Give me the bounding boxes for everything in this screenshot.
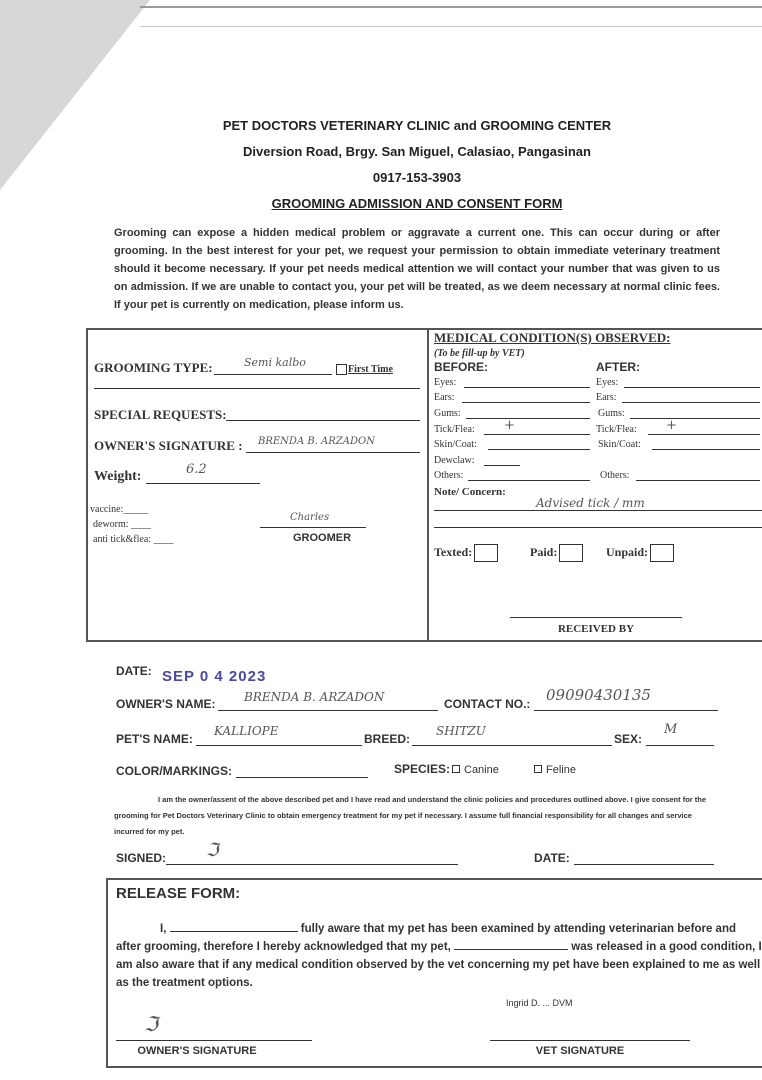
feline-checkbox[interactable] (534, 765, 542, 773)
folded-corner (0, 0, 150, 190)
breed-label: BREED: (364, 732, 411, 746)
after-row-others: Others: (600, 470, 762, 481)
consent-paragraph: I am the owner/assent of the above described pet and I have read and understand the clinic policies and procedures outlined above. I give consent for the grooming for Pet Doctors Veterinary Clinic to obtain emergency treatment for my pet if necessary. I assume full financial responsibility for all changes and service incurred for my pet. (114, 795, 707, 836)
received-by-line (510, 617, 682, 618)
after-row-eyes: Eyes: (596, 377, 762, 388)
date-stamp: SEP 0 4 2023 (162, 668, 267, 685)
pet-name-label: PET'S NAME: (116, 732, 193, 746)
first-time-label: First Time (348, 364, 393, 375)
vaccine-label: vaccine:_____ (90, 504, 149, 515)
contact-value[interactable]: 09090430135 (546, 686, 651, 704)
species-feline: Feline (534, 764, 576, 776)
paid-checkbox[interactable] (559, 544, 583, 562)
vet-name: Ingrid D. ... DVM (506, 998, 573, 1008)
sex-line (646, 745, 714, 746)
grooming-extra-line (94, 388, 420, 389)
groomer-line (260, 527, 366, 528)
after-row-skincoat: Skin/Coat: (598, 439, 762, 450)
clinic-phone: 0917-153-3903 (372, 170, 462, 185)
tick-before-mark: + (504, 418, 515, 433)
first-time-checkbox[interactable] (336, 364, 347, 375)
groomer-label: GROOMER (292, 532, 352, 544)
medical-subtitle: (To be fill-up by VET) (434, 348, 525, 359)
before-label: BEFORE: (434, 360, 488, 374)
owner-release-signature: ℑ (144, 1012, 158, 1036)
owner-sig-line (116, 1040, 312, 1041)
deworm-label: deworm: ____ (93, 519, 152, 530)
received-by-label: RECEIVED BY (557, 623, 635, 635)
tick-after-mark: + (666, 418, 677, 433)
unpaid-checkbox[interactable] (650, 544, 674, 562)
owner-name-label: OWNER'S NAME: (116, 697, 216, 711)
color-label: COLOR/MARKINGS: (116, 764, 232, 778)
owner-sig-label: OWNER'S SIGNATURE (137, 1045, 257, 1057)
species-label: SPECIES: (394, 762, 451, 776)
contact-line (534, 710, 718, 711)
before-row-ears: Ears: (434, 392, 594, 403)
form-title: GROOMING ADMISSION AND CONSENT FORM (271, 196, 563, 211)
note-value[interactable]: Advised tick / mm (536, 496, 645, 510)
vet-sig-line (490, 1040, 690, 1041)
clinic-name: PET DOCTORS VETERINARY CLINIC and GROOMING CENTER (222, 118, 612, 133)
vet-sig-label: VET SIGNATURE (535, 1045, 625, 1057)
signed-signature[interactable]: ℑ (206, 840, 219, 861)
canine-checkbox[interactable] (452, 765, 460, 773)
note-label: Note/ Concern: (434, 486, 506, 498)
before-row-skincoat: Skin/Coat: (434, 439, 594, 450)
paid-field: Paid: (530, 544, 583, 562)
after-row-ears: Ears: (596, 392, 762, 403)
sex-label: SEX: (614, 732, 643, 746)
after-label: AFTER: (596, 360, 640, 374)
before-row-eyes: Eyes: (434, 377, 594, 388)
groomer-value: Charles (290, 512, 330, 523)
note-line-2 (434, 527, 762, 528)
signed-date-label: DATE: (534, 851, 570, 865)
box-divider (427, 328, 429, 640)
before-row-tickflea: Tick/Flea: + (434, 424, 594, 435)
unpaid-field: Unpaid: (606, 544, 674, 562)
owner-signature-label: OWNER'S SIGNATURE : (94, 438, 243, 453)
after-row-gums: Gums: (598, 408, 762, 419)
medical-title: MEDICAL CONDITION(S) OBSERVED: (434, 330, 671, 345)
signed-date-line[interactable] (574, 864, 714, 865)
release-owner-line[interactable] (170, 931, 298, 932)
weight-label: Weight: (94, 469, 142, 484)
owner-signature-value[interactable]: BRENDA B. ARZADON (258, 436, 375, 447)
note-line-1 (434, 510, 762, 511)
release-body: I, fully aware that my pet has been examined by attending veterinarian before and after grooming, therefore I hereby acknowledged that my pet, was released in a good condition, I am also aware that if any medical condition observed by the vet concerning my pet have been explained to me as well as the treatment options. (116, 923, 762, 989)
breed-value[interactable]: SHITZU (436, 724, 486, 738)
signed-line (166, 864, 458, 865)
grooming-type-label: GROOMING TYPE: (94, 360, 213, 375)
contact-label: CONTACT NO.: (444, 697, 531, 711)
date-label: DATE: (116, 664, 152, 678)
before-row-gums: Gums: (434, 408, 594, 419)
sex-value[interactable]: M (664, 722, 678, 737)
owner-name-line (218, 710, 438, 711)
owner-name-value[interactable]: BRENDA B. ARZADON (244, 690, 385, 704)
breed-line (412, 745, 612, 746)
antitick-label: anti tick&flea: ____ (93, 534, 174, 545)
weight-line (146, 483, 260, 484)
species-canine: Canine (452, 764, 499, 776)
page-top-edge (140, 6, 762, 27)
before-row-others: Others: (434, 470, 594, 481)
grooming-type-value[interactable]: Semi kalbo (244, 356, 306, 369)
grooming-type-line (214, 374, 332, 375)
intro-paragraph: Grooming can expose a hidden medical problem or aggravate a current one. This can occur during or after grooming. In the best interest for your pet, we request your permission to obtain immediate veterinary treatment should it become necessary. If your pet needs medical attention we will contact your number that was given to us on admission. If we are unable to contact you, your pet will be treated, as we deem necessary at normal clinic fees. If your pet is currently on medication, please inform us. (114, 227, 720, 311)
texted-checkbox[interactable] (474, 544, 498, 562)
owner-signature-line (246, 452, 420, 453)
signed-label: SIGNED: (116, 851, 167, 865)
pet-name-line (196, 745, 362, 746)
before-row-dewclaw: Dewclaw: (434, 455, 594, 466)
color-line[interactable] (236, 777, 368, 778)
clinic-address: Diversion Road, Brgy. San Miguel, Calasiao, Pangasinan (243, 144, 591, 159)
weight-value[interactable]: 6.2 (186, 462, 207, 477)
after-row-tickflea: Tick/Flea: + (596, 424, 762, 435)
release-pet-line[interactable] (454, 949, 568, 950)
pet-name-value[interactable]: KALLIOPE (214, 724, 279, 738)
release-title: RELEASE FORM: (116, 885, 241, 902)
texted-field: Texted: (434, 544, 498, 562)
special-requests-label: SPECIAL REQUESTS: (94, 407, 227, 422)
special-requests-line[interactable] (226, 420, 420, 421)
